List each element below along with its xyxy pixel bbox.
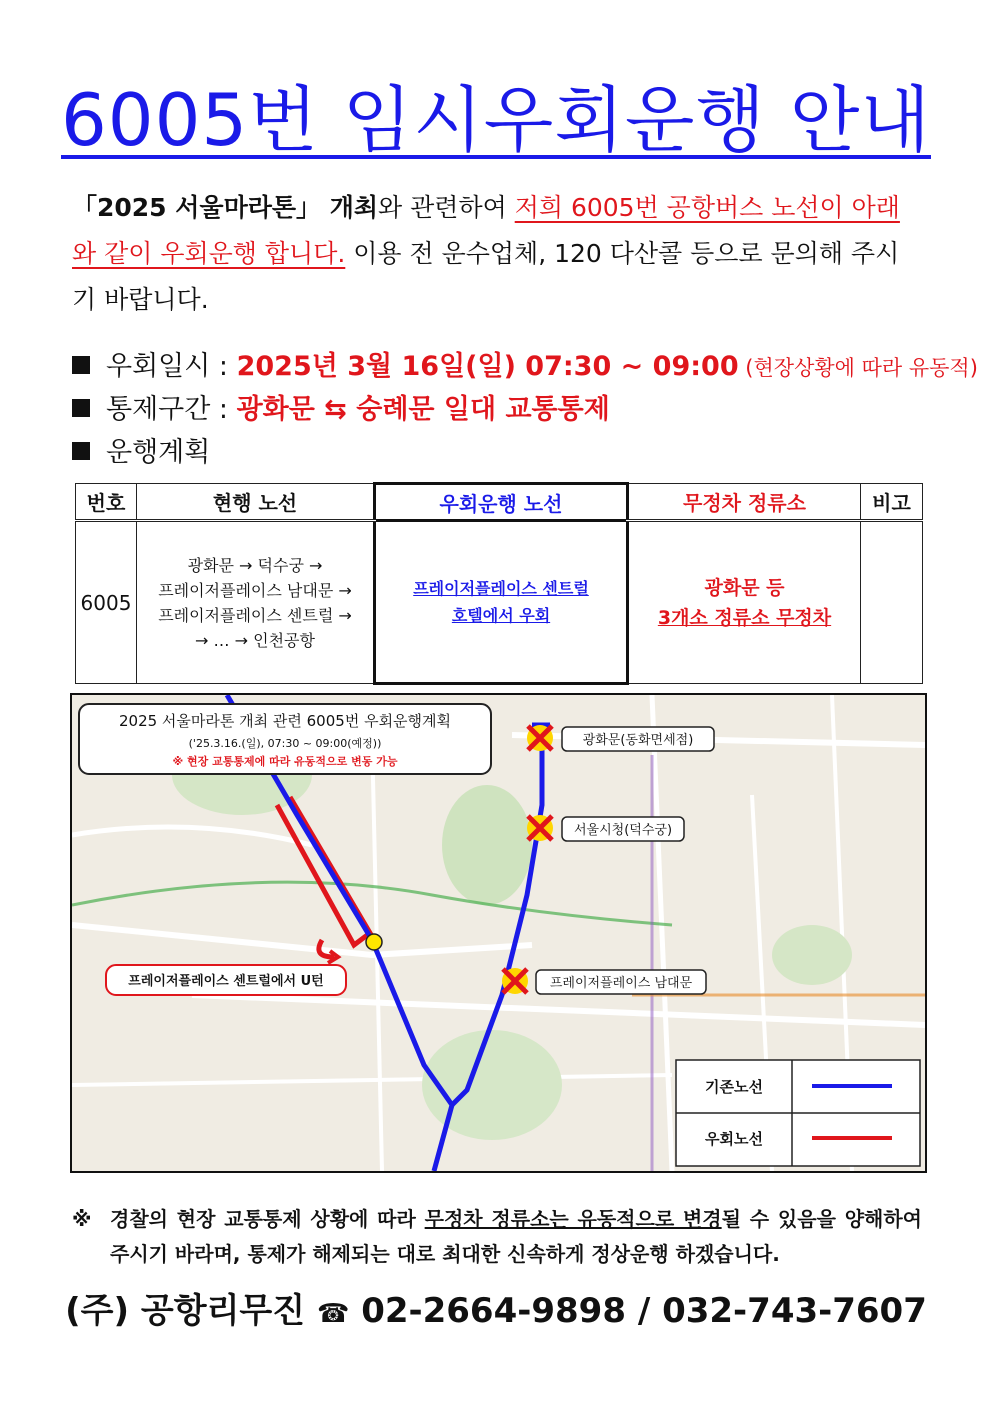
no-stop-line: 3개소 정류소 무정차 (657, 606, 832, 629)
section-label: 통제구간 : (106, 394, 237, 425)
header-current-route: 현행 노선 (137, 484, 375, 521)
intro-paragraph (72, 185, 922, 323)
date-value: 2025년 3월 16일(일) 07:30 ~ 09:00 (236, 351, 739, 382)
intro-text-1: 와 관련하여 (378, 193, 515, 222)
route-map (70, 693, 927, 1173)
notice-text (110, 1202, 922, 1272)
plan-label: 운행계획 (106, 437, 211, 468)
detour-line: 호텔에서 우회 (451, 606, 551, 625)
uturn-label: 프레이저플레이스 센트럴에서 U턴 (128, 974, 324, 989)
header-remarks: 비고 (861, 484, 923, 521)
cell-no-stop (628, 521, 861, 684)
legend-detour-label: 우회노선 (705, 1130, 763, 1148)
stop-label-cityhall: 서울시청(덕수궁) (573, 823, 673, 838)
route-line: 프레이저플레이스 센트럴 → (158, 605, 352, 625)
bullet-section (72, 388, 978, 431)
info-bullets (72, 345, 978, 474)
header-detour-route: 우회운행 노선 (375, 484, 628, 521)
section-value: 광화문 ⇆ 숭례문 일대 교통통제 (236, 394, 610, 425)
route-line: → … → 인천공항 (195, 630, 315, 650)
route-map-graphic (72, 695, 925, 1171)
notice-mark: ※ (72, 1207, 92, 1231)
bullet-date (72, 345, 978, 388)
phone-icon: ☎ (316, 1299, 350, 1329)
square-bullet-icon (72, 356, 90, 374)
route-line: 프레이저플레이스 남대문 → (158, 580, 352, 600)
phone-numbers: 02-2664-9898 / 032-743-7607 (361, 1291, 927, 1331)
stop-label-namdaemun: 프레이저플레이스 남대문 (549, 976, 693, 991)
intro-event: 「2025 서울마라톤」 개최 (72, 193, 379, 222)
map-box-warn: ※ 현장 교통통제에 따라 유동적으로 변동 가능 (172, 755, 398, 768)
page-title: 6005번 임시우회운행 안내 (61, 78, 931, 162)
header-number: 번호 (76, 484, 137, 521)
date-label: 우회일시 : (106, 351, 237, 382)
legend-existing-label: 기존노선 (705, 1078, 763, 1096)
notice-part: 될 수 있음을 양해하여 주시기 바라며, 통제가 해제되는 대로 최대한 신속하게 정상운행 하겠습니다. (110, 1207, 922, 1266)
square-bullet-icon (72, 399, 90, 417)
bullet-plan (72, 431, 978, 474)
square-bullet-icon (72, 442, 90, 460)
notice (72, 1202, 922, 1272)
no-stop-line: 광화문 등 (704, 576, 785, 599)
cell-current-route (137, 521, 375, 684)
date-note: (현장상황에 따라 유동적) (738, 356, 978, 380)
header-no-stop: 무정차 정류소 (628, 484, 861, 521)
route-line: 광화문 → 덕수궁 → (187, 555, 323, 575)
map-box-title: 2025 서울마라톤 개최 관련 6005번 우회운행계획 (118, 712, 452, 730)
cell-number: 6005 (76, 521, 137, 684)
detour-line: 프레이저플레이스 센트럴 (413, 579, 589, 598)
notice-underline: 무정차 정류소는 유동적으로 변경 (424, 1207, 722, 1231)
footer-contact (0, 1283, 992, 1332)
notice-part: 경찰의 현장 교통통제 상황에 따라 (110, 1207, 425, 1231)
intro-highlight: 저희 6005번 공항버스 노선이 아래와 같이 우회운행 합니다. (72, 193, 900, 268)
plan-table (75, 482, 923, 685)
map-box-sub: ('25.3.16.(일), 07:30 ~ 09:00(예정)) (188, 737, 382, 750)
company-name: (주) 공항리무진 (65, 1291, 306, 1331)
intro-text-2: 이용 전 운수업체, 120 다산콜 등으로 문의해 주시기 바랍니다. (72, 239, 900, 314)
stop-label-gwanghwamun: 광화문(동화면세점) (582, 733, 694, 748)
cell-detour-route (375, 521, 628, 684)
cell-remarks (861, 521, 923, 684)
